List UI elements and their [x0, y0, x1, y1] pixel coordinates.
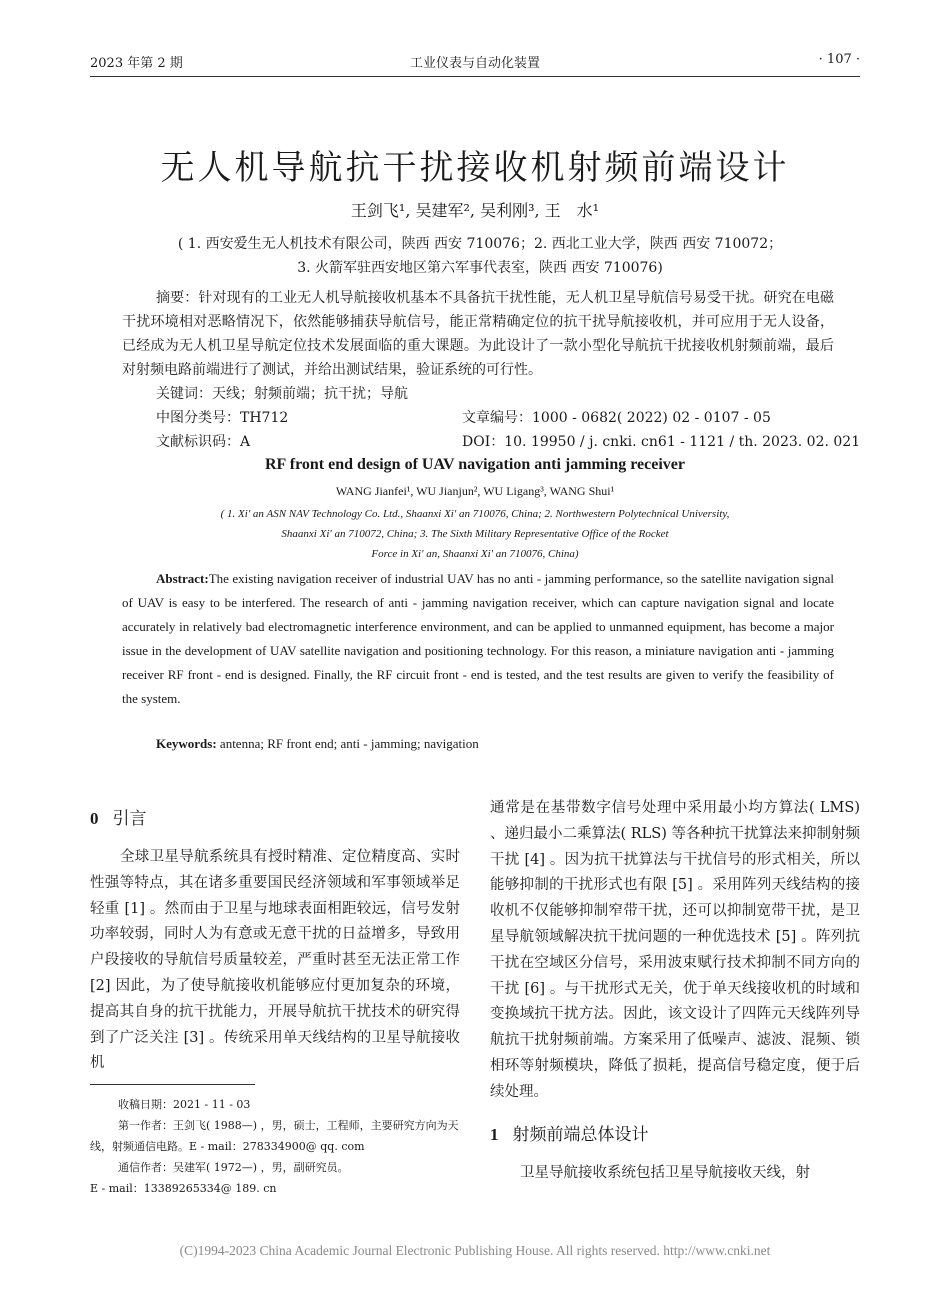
affiliation-line: Shaanxi Xi' an 710072, China; 3. The Sixth Military Representative Office of the Rocket — [281, 528, 669, 540]
footnote-first-author: 第一作者：王剑飞( 1988—) ，男，硕士，工程师，主要研究方向为天线，射频通信电路。E - mail：278334900@ qq. com — [90, 1119, 459, 1153]
affiliation-line: Force in Xi' an, Shaanxi Xi' an 710076, China) — [371, 548, 579, 560]
section-title: 引言 — [112, 809, 147, 829]
copyright-notice: (C)1994-2023 China Academic Journal Electronic Publishing House. All rights reserved. http://www.cnki.net — [179, 1243, 771, 1258]
footnotes — [90, 1094, 460, 1199]
doi: DOI：10. 19950 / j. cnki. cn61 - 1121 / th. 2023. 02. 021 — [462, 434, 861, 450]
document-code: 文献标识码：A — [156, 434, 251, 450]
abstract-en-text: The existing navigation receiver of industrial UAV has no anti - jamming performance, so the satellite navigation signal of UAV is easy to be interfered. The research of anti - jamming navigation receiver, which can capture navigation signal and locate accurately in relatively bad electromagnetic interference environment, and can be applied to unmanned equipment, has become a major issue in the development of UAV satellite navigation and positioning technology. For this reason, a miniature navigation anti - jamming receiver RF front - end is designed. Finally, the RF circuit front - end is tested, and the test results are given to verify the feasibility of the system. — [122, 571, 834, 706]
article-number: 文章编号：1000 - 0682( 2022) 02 - 0107 - 05 — [462, 410, 771, 426]
keywords-en-text: antenna; RF front end; anti - jamming; navigation — [219, 736, 479, 751]
header-rule — [90, 76, 860, 77]
abstract-cn-text: 摘要：针对现有的工业无人机导航接收机基本不具备抗干扰性能，无人机卫星导航信号易受干扰。研究在电磁干扰环境相对恶略情况下，依然能够捕获导航信号，能正常精确定位的抗干扰导航接收机，并可应用于无人设备，已经成为无人机卫星导航定位技术发展面临的重大课题。为此设计了一款小型化导航抗干扰接收机射频前端，最后对射频电路前端进行了测试，并给出测试结果，验证系统的可行性。 — [122, 290, 834, 378]
affiliations-cn — [140, 232, 820, 280]
left-column — [90, 804, 460, 1077]
journal-name: 工业仪表与自动化装置 — [409, 56, 540, 71]
keywords-en-label: Keywords: — [156, 736, 217, 751]
footnote-rule — [90, 1084, 255, 1085]
running-header — [90, 52, 860, 74]
abstract-en-label: Abstract: — [156, 571, 209, 586]
affiliation-line: ( 1. 西安爱生无人机技术有限公司，陕西 西安 710076；2. 西北工业大学，陕西 西安 710072； — [177, 236, 783, 252]
abstract-en — [122, 567, 834, 711]
paper-title-cn: 无人机导航抗干扰接收机射频前端设计 — [160, 148, 790, 188]
section-number: 0 — [90, 809, 99, 828]
footnote-corresponding: 通信作者：吴建军( 1972—) ，男，副研究员。 — [118, 1161, 349, 1174]
section-heading — [490, 1120, 860, 1145]
intro-continuation: 通常是在基带数字信号处理中采用最小均方算法( LMS) 、递归最小二乘算法( RLS) 等各种抗干扰算法来抑制射频干扰 [4] 。因为抗干扰算法与干扰信号的形式相关，所以能够抑制的干扰形式也有限 [5] 。采用阵列天线结构的接收机不仅能够抑制窄带干扰，还可以抑制宽带干扰，是卫星导航领域解决抗干扰问题的一种优选技术 [5] 。阵列抗干扰在空域区分信号，采用波束赋行技术抑制不同方向的干扰 [6] 。与干扰形式无关，优于单天线接收机的时域和变换域抗干扰方法。因此，该文设计了四阵元天线阵列导航抗干扰射频前端。方案采用了低噪声、滤波、混频、锁相环等射频模块，降低了损耗，提高信号稳定度，便于后续处理。 — [490, 800, 861, 1100]
affiliation-line: 3. 火箭军驻西安地区第六军事代表室，陕西 西安 710076) — [297, 260, 663, 276]
footnote-email: E - mail：13389265334@ 189. cn — [90, 1182, 277, 1195]
section-title: 射频前端总体设计 — [512, 1124, 649, 1145]
authors-en: WANG Jianfei¹, WU Jianjun², WU Ligang³, WANG Shui¹ — [335, 484, 615, 498]
keywords-cn: 关键词：天线；射频前端；抗干扰；导航 — [156, 386, 408, 402]
affiliation-line: ( 1. Xi' an ASN NAV Technology Co. Ltd., Shaanxi Xi' an 710076, China; 2. Northwestern Polytechnical University, — [220, 508, 730, 520]
intro-paragraph: 全球卫星导航系统具有授时精准、定位精度高、实时性强等特点，其在诸多重要国民经济领域和军事领域举足轻重 [1] 。然而由于卫星与地球表面相距较远，信号发射功率较弱，同时人为有意或无意干扰的日益增多，导致用户段接收的导航信号质量较差，严重时甚至无法正常工作 [2] 因此，为了使导航接收机能够应付更加复杂的环境，提高其自身的抗干扰能力，开展导航抗干扰技术的研究得到了广泛关注 [3] 。传统采用单天线结构的卫星导航接收机 — [90, 849, 460, 1072]
authors-cn: 王剑飞¹, 吴建军², 吴利刚³, 王 水¹ — [350, 201, 600, 220]
section-number: 1 — [490, 1124, 499, 1144]
keywords-en — [156, 736, 479, 752]
page-number: · 107 · — [818, 52, 860, 67]
abstract-cn — [122, 286, 834, 382]
paper-title-en: RF front end design of UAV navigation anti jamming receiver — [265, 456, 685, 473]
section-heading — [90, 804, 460, 829]
footnote-received: 收稿日期：2021 - 11 - 03 — [118, 1098, 251, 1111]
clc-number: 中图分类号：TH712 — [156, 410, 289, 426]
section1-paragraph: 卫星导航接收系统包括卫星导航接收天线，射 — [520, 1164, 810, 1181]
right-column — [490, 796, 860, 1186]
issue-label: 2023 年第 2 期 — [90, 56, 183, 71]
affiliations-en — [150, 504, 800, 564]
